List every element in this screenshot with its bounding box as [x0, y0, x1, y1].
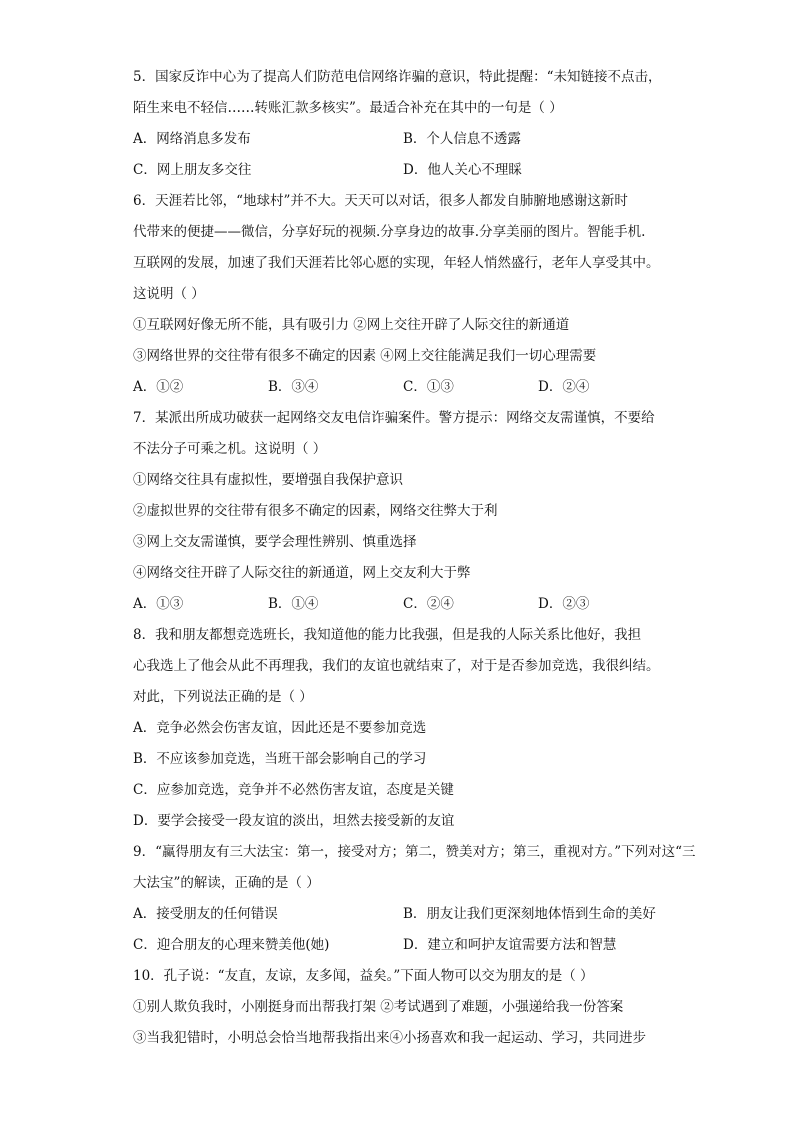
option-d: D．②③: [538, 596, 590, 612]
option-a: A．竞争必然会伤害友谊，因此还是不要参加竞选: [133, 720, 427, 736]
option-d: D．他人关心不理睬: [403, 162, 522, 178]
statement-line: ①别人欺负我时，小刚挺身而出帮我打架 ②考试遇到了难题，小强递给我一份答案: [133, 999, 624, 1015]
question-stem: 9．“赢得朋友有三大法宝：第一，接受对方；第二，赞美对方；第三，重视对方。”下列对这“三: [133, 844, 696, 860]
question-stem: 陌生来电不轻信……转账汇款多核实”。最适合补充在其中的一句是（ ）: [133, 100, 563, 116]
statement-line: ②虚拟世界的交往带有很多不确定的因素，网络交往弊大于利: [133, 503, 498, 519]
option-row: [133, 589, 673, 620]
question-stem: 互联网的发展，加速了我们天涯若比邻心愿的实现，年轻人悄然盛行，老年人享受其中。: [133, 255, 660, 271]
statement-line: ③当我犯错时，小明总会恰当地帮我指出来④小扬喜欢和我一起运动、学习，共同进步: [133, 1030, 646, 1046]
option-a: A．网络消息多发布: [133, 131, 251, 147]
option-b: B．朋友让我们更深刻地体悟到生命的美好: [403, 906, 656, 922]
question-8: [133, 620, 673, 837]
question-stem: 心我选上了他会从此不再理我，我们的友谊也就结束了，对于是否参加竞选，我很纠结。: [133, 658, 660, 674]
option-row: [133, 155, 673, 186]
option-row: [133, 372, 673, 403]
option-c: C．网上朋友多交往: [133, 162, 252, 178]
statement-line: ①网络交往具有虚拟性，要增强自我保护意识: [133, 472, 403, 488]
option-b: B．①④: [268, 596, 319, 612]
question-10: [133, 961, 673, 1054]
question-7: [133, 403, 673, 620]
option-b: B．③④: [268, 379, 319, 395]
question-stem: 对此，下列说法正确的是（ ）: [133, 689, 313, 705]
statement-line: ①互联网好像无所不能，具有吸引力 ②网上交往开辟了人际交往的新通道: [133, 317, 570, 333]
option-b: B．不应该参加竞选，当班干部会影响自己的学习: [133, 751, 427, 767]
option-c: C．①③: [403, 379, 454, 395]
question-stem: 不法分子可乘之机。这说明（ ）: [133, 441, 327, 457]
option-d: D．②④: [538, 379, 590, 395]
option-d: D．要学会接受一段友谊的淡出，坦然去接受新的友谊: [133, 813, 455, 829]
question-stem: 6．天涯若比邻，“地球村”并不大。天天可以对话，很多人都发自肺腑地感谢这新时: [133, 193, 628, 209]
question-stem: 这说明（ ）: [133, 286, 205, 302]
option-a: A．接受朋友的任何错误: [133, 906, 278, 922]
question-stem: 8．我和朋友都想竞选班长，我知道他的能力比我强，但是我的人际关系比他好，我担: [133, 627, 642, 643]
option-b: B．个人信息不透露: [403, 131, 521, 147]
option-c: C．应参加竞选，竞争并不必然伤害友谊，态度是关键: [133, 782, 454, 798]
option-c: C．②④: [403, 596, 454, 612]
question-9: [133, 837, 696, 961]
question-5: [133, 62, 673, 186]
question-stem: 5．国家反诈中心为了提高人们防范电信网络诈骗的意识，特此提醒：“未知链接不点击，: [133, 69, 662, 85]
statement-line: ③网络世界的交往带有很多不确定的因素 ④网上交往能满足我们一切心理需要: [133, 348, 597, 364]
question-stem: 代带来的便捷——微信，分享好玩的视频.分享身边的故事.分享美丽的图片。智能手机.: [133, 224, 646, 240]
question-stem: 7．某派出所成功破获一起网络交友电信诈骗案件。警方提示：网络交友需谨慎，不要给: [133, 410, 655, 426]
option-a: A．①③: [133, 596, 184, 612]
question-stem: 大法宝”的解读，正确的是（ ）: [133, 875, 320, 891]
question-6: [133, 186, 673, 403]
question-page: [133, 62, 696, 1054]
statement-line: ③网上交友需谨慎，要学会理性辨别、慎重选择: [133, 534, 417, 550]
option-row: [133, 930, 673, 961]
option-row: [133, 124, 673, 155]
statement-line: ④网络交往开辟了人际交往的新通道，网上交友利大于弊: [133, 565, 471, 581]
option-a: A．①②: [133, 379, 184, 395]
option-c: C．迎合朋友的心理来赞美他(她): [133, 937, 330, 953]
option-d: D．建立和呵护友谊需要方法和智慧: [403, 937, 617, 953]
option-row: [133, 899, 673, 930]
question-stem: 10．孔子说：“友直，友谅，友多闻，益矣。”下面人物可以交为朋友的是（ ）: [133, 968, 594, 984]
